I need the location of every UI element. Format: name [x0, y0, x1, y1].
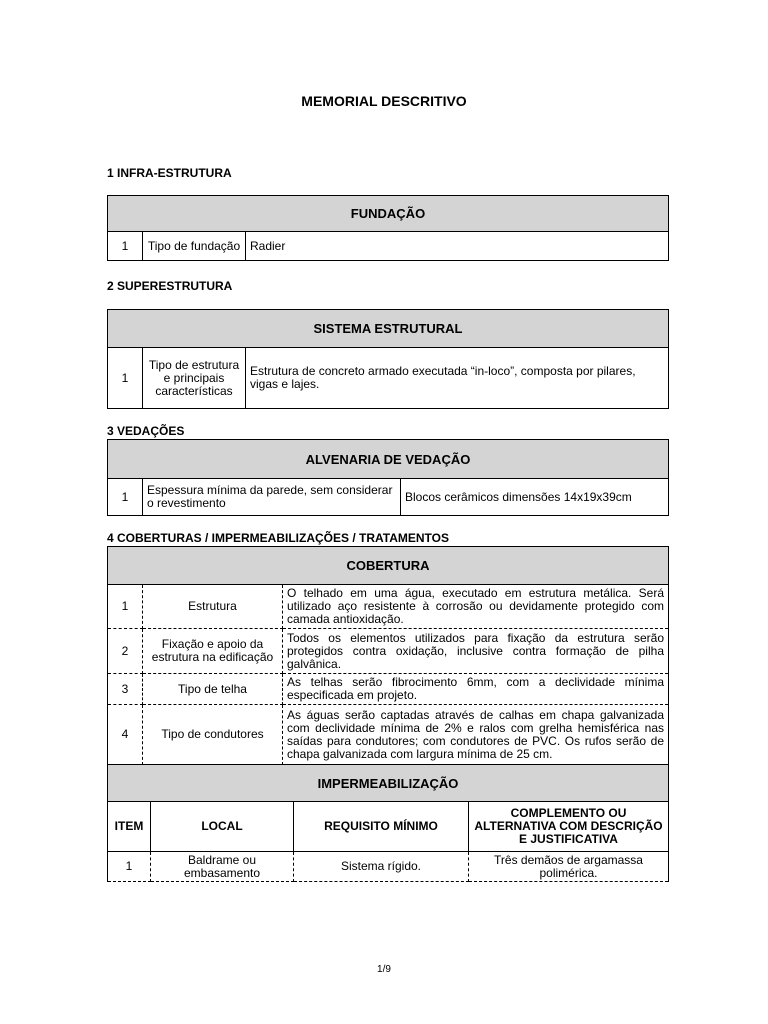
table-row — [108, 585, 669, 629]
estrutural-header: SISTEMA ESTRUTURAL — [108, 310, 669, 348]
table-row — [108, 674, 669, 705]
cobertura-row-label: Estrutura — [143, 585, 283, 629]
alvenaria-row-value: Blocos cerâmicos dimensões 14x19x39cm — [401, 479, 669, 516]
impermeabilizacao-header: IMPERMEABILIZAÇÃO — [108, 765, 669, 802]
fundacao-row-num: 1 — [108, 232, 143, 261]
estrutural-row-value: Estrutura de concreto armado executada “in-loco”, composta por pilares, vigas e lajes. — [246, 348, 669, 409]
cobertura-row-value: As águas serão captadas através de calhas em chapa galvanizada com declividade mínima de 2% e ralos com grelha hemisférica nas saídas para condutores; com condutores de PVC. Os rufos serão de chapa galvanizada com largura mínima de 25 cm. — [283, 705, 669, 765]
impermeabilizacao-row-num: 1 — [108, 852, 151, 882]
section-heading-coberturas: 4 COBERTURAS / IMPERMEABILIZAÇÕES / TRATAMENTOS — [107, 531, 450, 545]
section-heading-vedacoes: 3 VEDAÇÕES — [107, 424, 185, 438]
table-row — [108, 705, 669, 765]
fundacao-row-value: Radier — [246, 232, 669, 261]
alvenaria-table — [107, 439, 669, 516]
impermeabilizacao-row-local: Baldrame ou embasamento — [151, 852, 294, 882]
alvenaria-header: ALVENARIA DE VEDAÇÃO — [108, 440, 669, 479]
impermeabilizacao-table — [107, 764, 669, 882]
fundacao-header: FUNDAÇÃO — [108, 196, 669, 232]
alvenaria-row-num: 1 — [108, 479, 143, 516]
page-number: 1/9 — [377, 964, 391, 975]
cobertura-table — [107, 546, 669, 765]
cobertura-row-label: Tipo de telha — [143, 674, 283, 705]
table-row — [108, 629, 669, 674]
cobertura-header: COBERTURA — [108, 547, 669, 585]
fundacao-row-label: Tipo de fundação — [143, 232, 246, 261]
cobertura-row-num: 1 — [108, 585, 143, 629]
estrutural-table — [107, 309, 669, 409]
fundacao-table — [107, 195, 669, 261]
column-header-item: ITEM — [108, 802, 151, 852]
impermeabilizacao-row-requisito: Sistema rígido. — [294, 852, 469, 882]
cobertura-row-label: Fixação e apoio da estrutura na edificação — [143, 629, 283, 674]
cobertura-row-value: Todos os elementos utilizados para fixação da estrutura serão protegidos contra oxidação, inclusive contra formação de pilha galvânica. — [283, 629, 669, 674]
column-header-local: LOCAL — [151, 802, 294, 852]
table-row — [108, 852, 669, 882]
estrutural-row-num: 1 — [108, 348, 143, 409]
impermeabilizacao-row-complemento: Três demãos de argamassa polimérica. — [469, 852, 669, 882]
section-heading-superestrutura: 2 SUPERESTRUTURA — [107, 279, 233, 293]
estrutural-row-label: Tipo de estrutura e principais características — [143, 348, 246, 409]
alvenaria-row-label: Espessura mínima da parede, sem considerar o revestimento — [143, 479, 401, 516]
cobertura-row-num: 3 — [108, 674, 143, 705]
cobertura-row-value: O telhado em uma água, executado em estrutura metálica. Será utilizado aço resistente à corrosão ou devidamente protegido com camada antioxidação. — [283, 585, 669, 629]
cobertura-row-num: 4 — [108, 705, 143, 765]
column-header-complemento: COMPLEMENTO OU ALTERNATIVA COM DESCRIÇÃO E JUSTIFICATIVA — [469, 802, 669, 852]
cobertura-row-value: As telhas serão fibrocimento 6mm, com a declividade mínima especificada em projeto. — [283, 674, 669, 705]
column-header-requisito: REQUISITO MÍNIMO — [294, 802, 469, 852]
section-heading-infra: 1 INFRA-ESTRUTURA — [107, 166, 232, 180]
page-title: MEMORIAL DESCRITIVO — [301, 93, 467, 109]
cobertura-row-num: 2 — [108, 629, 143, 674]
cobertura-row-label: Tipo de condutores — [143, 705, 283, 765]
